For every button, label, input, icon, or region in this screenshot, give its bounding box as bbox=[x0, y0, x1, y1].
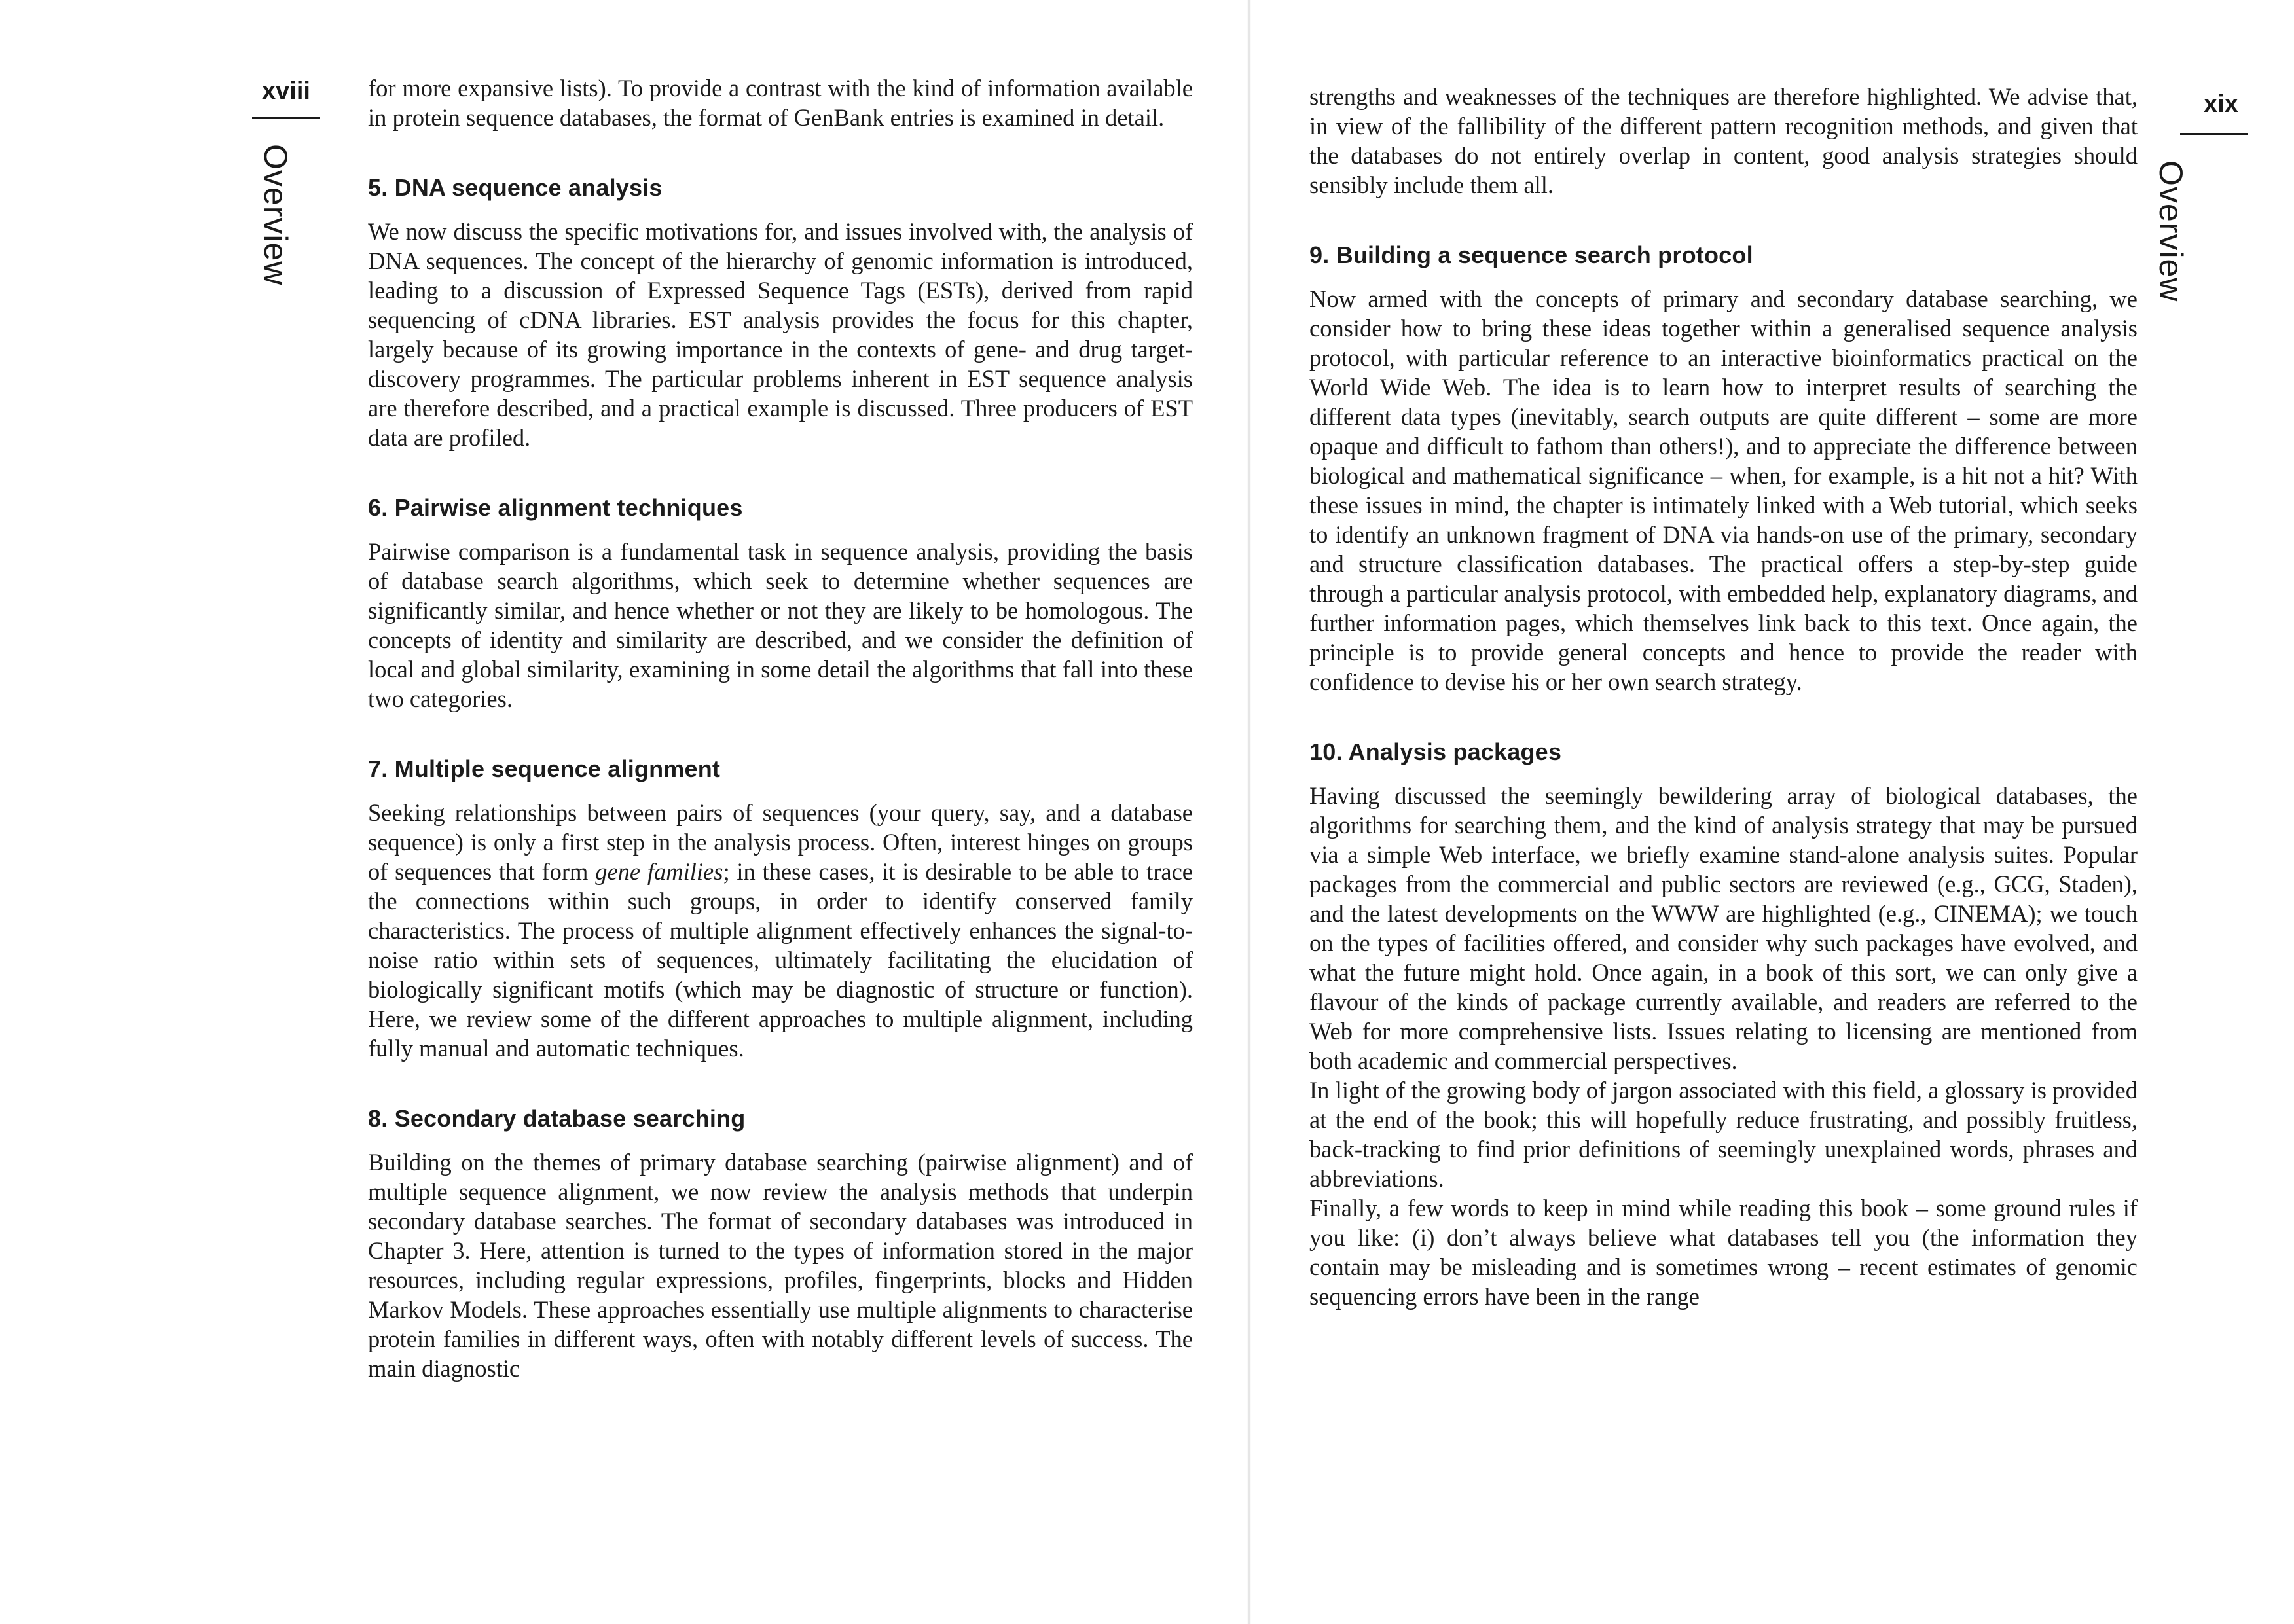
section-5 bbox=[368, 173, 1193, 452]
section-heading: 8. Secondary database searching bbox=[368, 1105, 746, 1132]
body-text: Seeking relationships between pairs of sequences (your query, say, and a database sequence) is only a first step in the analysis process. Often, interest hinges on groups of sequences that form bbox=[368, 799, 1193, 885]
section-heading: 9. Building a sequence search protocol bbox=[1309, 242, 1753, 268]
section-body: Pairwise comparison is a fundamental task in sequence analysis, providing the basis of database search algorithms, which seek to determine whether sequences are significantly similar, and hence whether or not they are likely to be homologous. The concepts of identity and similarity are described, and we consider the definition of local and global similarity, examining in some detail the algorithms that fall into these two categories. bbox=[368, 538, 1193, 712]
section-body: Now armed with the concepts of primary and secondary database searching, we consider how to bring these ideas together within a generalised sequence analysis protocol, with particular reference to an interactive bioinformatics practical on the World Wide Web. The idea is to learn how to interpret results of searching the different data types (inevitably, search outputs are quite different – some are more opaque and difficult to fathom than others!), and to appreciate the difference between biological and mathematical significance – when, for example, is a hit not a hit? With these issues in mind, the chapter is intimately linked with a Web tutorial, which seeks to identify an unknown fragment of DNA via hands-on use of the primary, secondary and structure classification databases. The practical offers a step-by-step guide through a particular analysis protocol, with embedded help, explanatory diagrams, and further information pages, which themselves link back to this text. Once again, the principle is to provide general concepts and hence to provide the reader with confidence to devise his or her own search strategy. bbox=[1309, 285, 2138, 695]
right-text-column bbox=[1309, 82, 2138, 1311]
right-side-tab: Overview bbox=[2153, 160, 2189, 302]
section-heading: 10. Analysis packages bbox=[1309, 738, 1562, 765]
section-heading: 6. Pairwise alignment techniques bbox=[368, 494, 743, 521]
right-intro-paragraph: strengths and weaknesses of the techniques are therefore highlighted. We advise that, in view of the fallibility of the different pattern recognition methods, and given that the databases do not entirely overlap in content, good analysis strategies should sensibly include them all. bbox=[1309, 83, 2138, 198]
section-body: Building on the themes of primary database searching (pairwise alignment) and of multiple sequence alignment, we now review the analysis methods that underpin secondary database searches. The format of secondary databases was introduced in Chapter 3. Here, attention is turned to the types of information stored in the major resources, including regular expressions, profiles, fingerprints, blocks and Hidden Markov Models. These approaches essentially use multiple alignments to characterise protein families in different ways, often with notably different levels of success. The main diagnostic bbox=[368, 1149, 1193, 1382]
section-heading: 7. Multiple sequence alignment bbox=[368, 755, 721, 782]
section-body: Having discussed the seemingly bewildering array of biological databases, the algorithms for searching them, and the kind of analysis strategy that may be pursued via a simple Web interface, we briefly examine stand-alone analysis suites. Popular packages from the commercial and public sectors are reviewed (e.g., GCG, Staden), and the latest developments on the WWW are highlighted (e.g., CINEMA); we touch on the types of facilities offered, and consider why such packages have evolved, and what the future might hold. Once again, in a book of this sort, we can only give a flavour of the kinds of package currently available, and readers are referred to the Web for more comprehensive lists. Issues relating to licensing are mentioned from both academic and commercial perspectives. bbox=[1309, 782, 2138, 1074]
section-9 bbox=[1309, 240, 2138, 696]
section-body bbox=[368, 798, 1193, 1063]
section-6 bbox=[368, 493, 1193, 713]
book-gutter bbox=[1247, 0, 1251, 1624]
section-8 bbox=[368, 1104, 1193, 1383]
left-text-column bbox=[368, 73, 1193, 1383]
ground-rules-paragraph: Finally, a few words to keep in mind while reading this book – some ground rules if you like: (i) don’t always believe what databases tell you (the information they contain may be misleading and is sometimes wrong – recent estimates of genomic sequencing errors have been in the range bbox=[1309, 1195, 2138, 1310]
left-side-tab: Overview bbox=[257, 144, 294, 286]
section-7 bbox=[368, 754, 1193, 1063]
glossary-paragraph: In light of the growing body of jargon associated with this field, a glossary is provided at the end of the book; this will hopefully reduce frustrating, and possibly fruitless, back-tracking to find prior definitions of seemingly unexplained words, phrases and abbreviations. bbox=[1309, 1077, 2138, 1192]
left-page-number: xviii bbox=[262, 77, 310, 105]
section-heading: 5. DNA sequence analysis bbox=[368, 174, 663, 201]
emphasis-text: gene families bbox=[595, 858, 723, 885]
right-page-number: xix bbox=[2204, 90, 2238, 118]
section-10 bbox=[1309, 737, 2138, 1075]
left-tab-rule bbox=[252, 117, 320, 119]
body-text: ; in these cases, it is desirable to be able to trace the connections within such groups, in order to identify conserved family characteristics. The process of multiple alignment effectively enhances the signal-to-noise ratio within sets of sequences, ultimately facilitating the elucidation of biologically significant motifs (which may be diagnostic of structure or function). Here, we review some of the different approaches to multiple alignment, including fully manual and automatic techniques. bbox=[368, 858, 1193, 1062]
left-intro-paragraph: for more expansive lists). To provide a contrast with the kind of information available in protein sequence databases, the format of GenBank entries is examined in detail. bbox=[368, 75, 1193, 131]
right-tab-rule bbox=[2180, 133, 2248, 135]
section-body: We now discuss the specific motivations for, and issues involved with, the analysis of DNA sequences. The concept of the hierarchy of genomic information is introduced, leading to a discussion of Expressed Sequence Tags (ESTs), derived from rapid sequencing of cDNA libraries. EST analysis provides the focus for this chapter, largely because of its growing importance in the contexts of gene- and drug target-discovery programmes. The particular problems inherent in EST sequence analysis are therefore described, and a practical example is discussed. Three producers of EST data are profiled. bbox=[368, 218, 1193, 451]
